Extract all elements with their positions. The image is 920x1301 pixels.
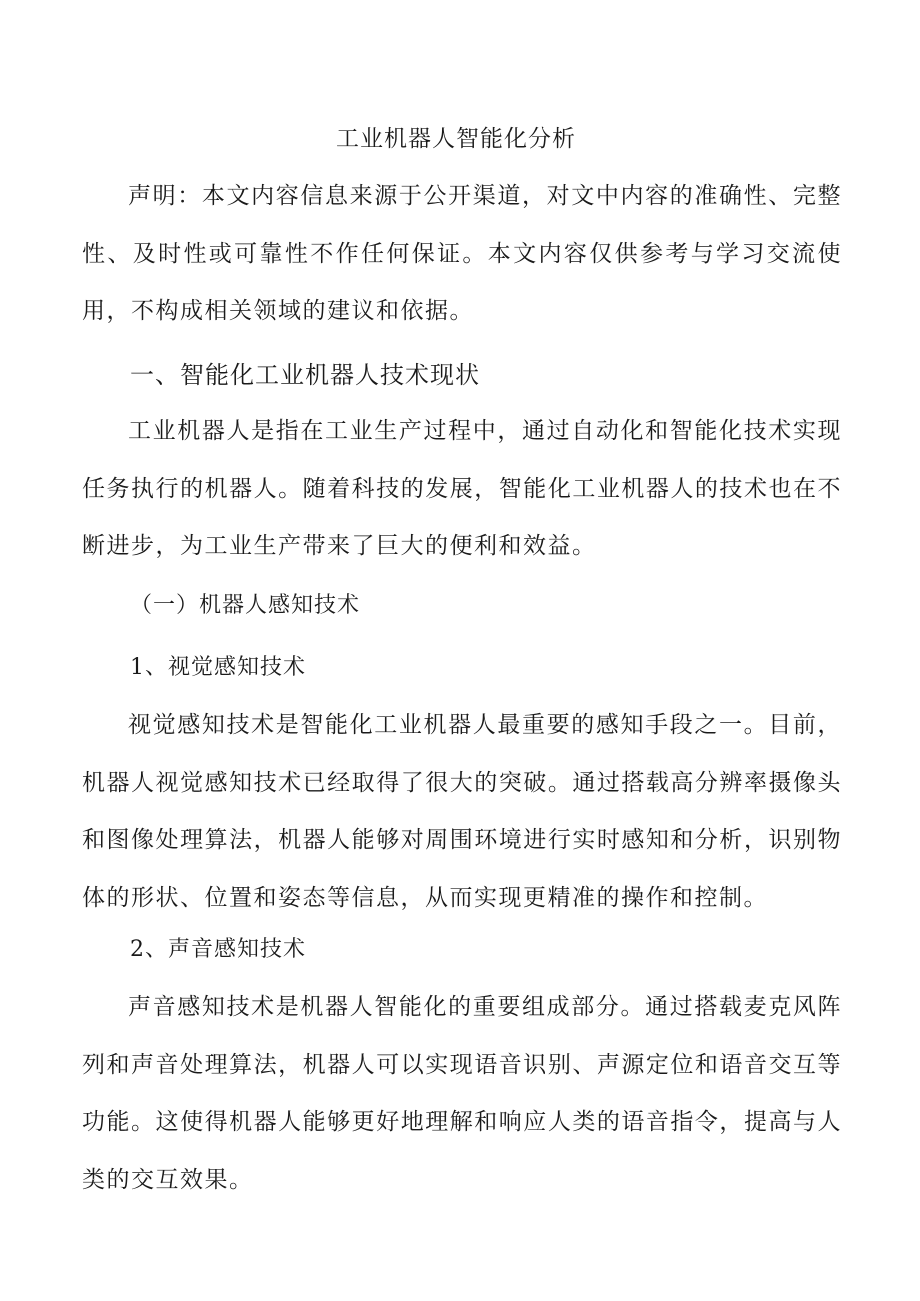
disclaimer-paragraph: 声明：本文内容信息来源于公开渠道，对文中内容的准确性、完整性、及时性或可靠性不作任何保证。本文内容仅供参考与学习交流使用，不构成相关领域的建议和依据。 [82, 183, 842, 324]
section-heading: 一、智能化工业机器人技术现状 [130, 361, 480, 389]
section-intro-paragraph: 工业机器人是指在工业生产过程中，通过自动化和智能化技术实现任务执行的机器人。随着科技的发展，智能化工业机器人的技术也在不断进步，为工业生产带来了巨大的便利和效益。 [82, 418, 842, 559]
item-heading-visual: 1、视觉感知技术 [130, 655, 306, 680]
audio-perception-paragraph: 声音感知技术是机器人智能化的重要组成部分。通过搭载麦克风阵列和声音处理算法，机器人可以实现语音识别、声源定位和语音交互等功能。这使得机器人能够更好地理解和响应人类的语音指令，提高与人类的交互效果。 [82, 994, 842, 1193]
document-title: 工业机器人智能化分析 [336, 126, 576, 152]
item-heading-audio: 2、声音感知技术 [130, 937, 306, 962]
subsection-heading: （一）机器人感知技术 [130, 593, 361, 618]
visual-perception-paragraph: 视觉感知技术是智能化工业机器人最重要的感知手段之一。目前，机器人视觉感知技术已经取得了很大的突破。通过搭载高分辨率摄像头和图像处理算法，机器人能够对周围环境进行实时感知和分析，识别物体的形状、位置和姿态等信息，从而实现更精准的操作和控制。 [82, 712, 842, 911]
